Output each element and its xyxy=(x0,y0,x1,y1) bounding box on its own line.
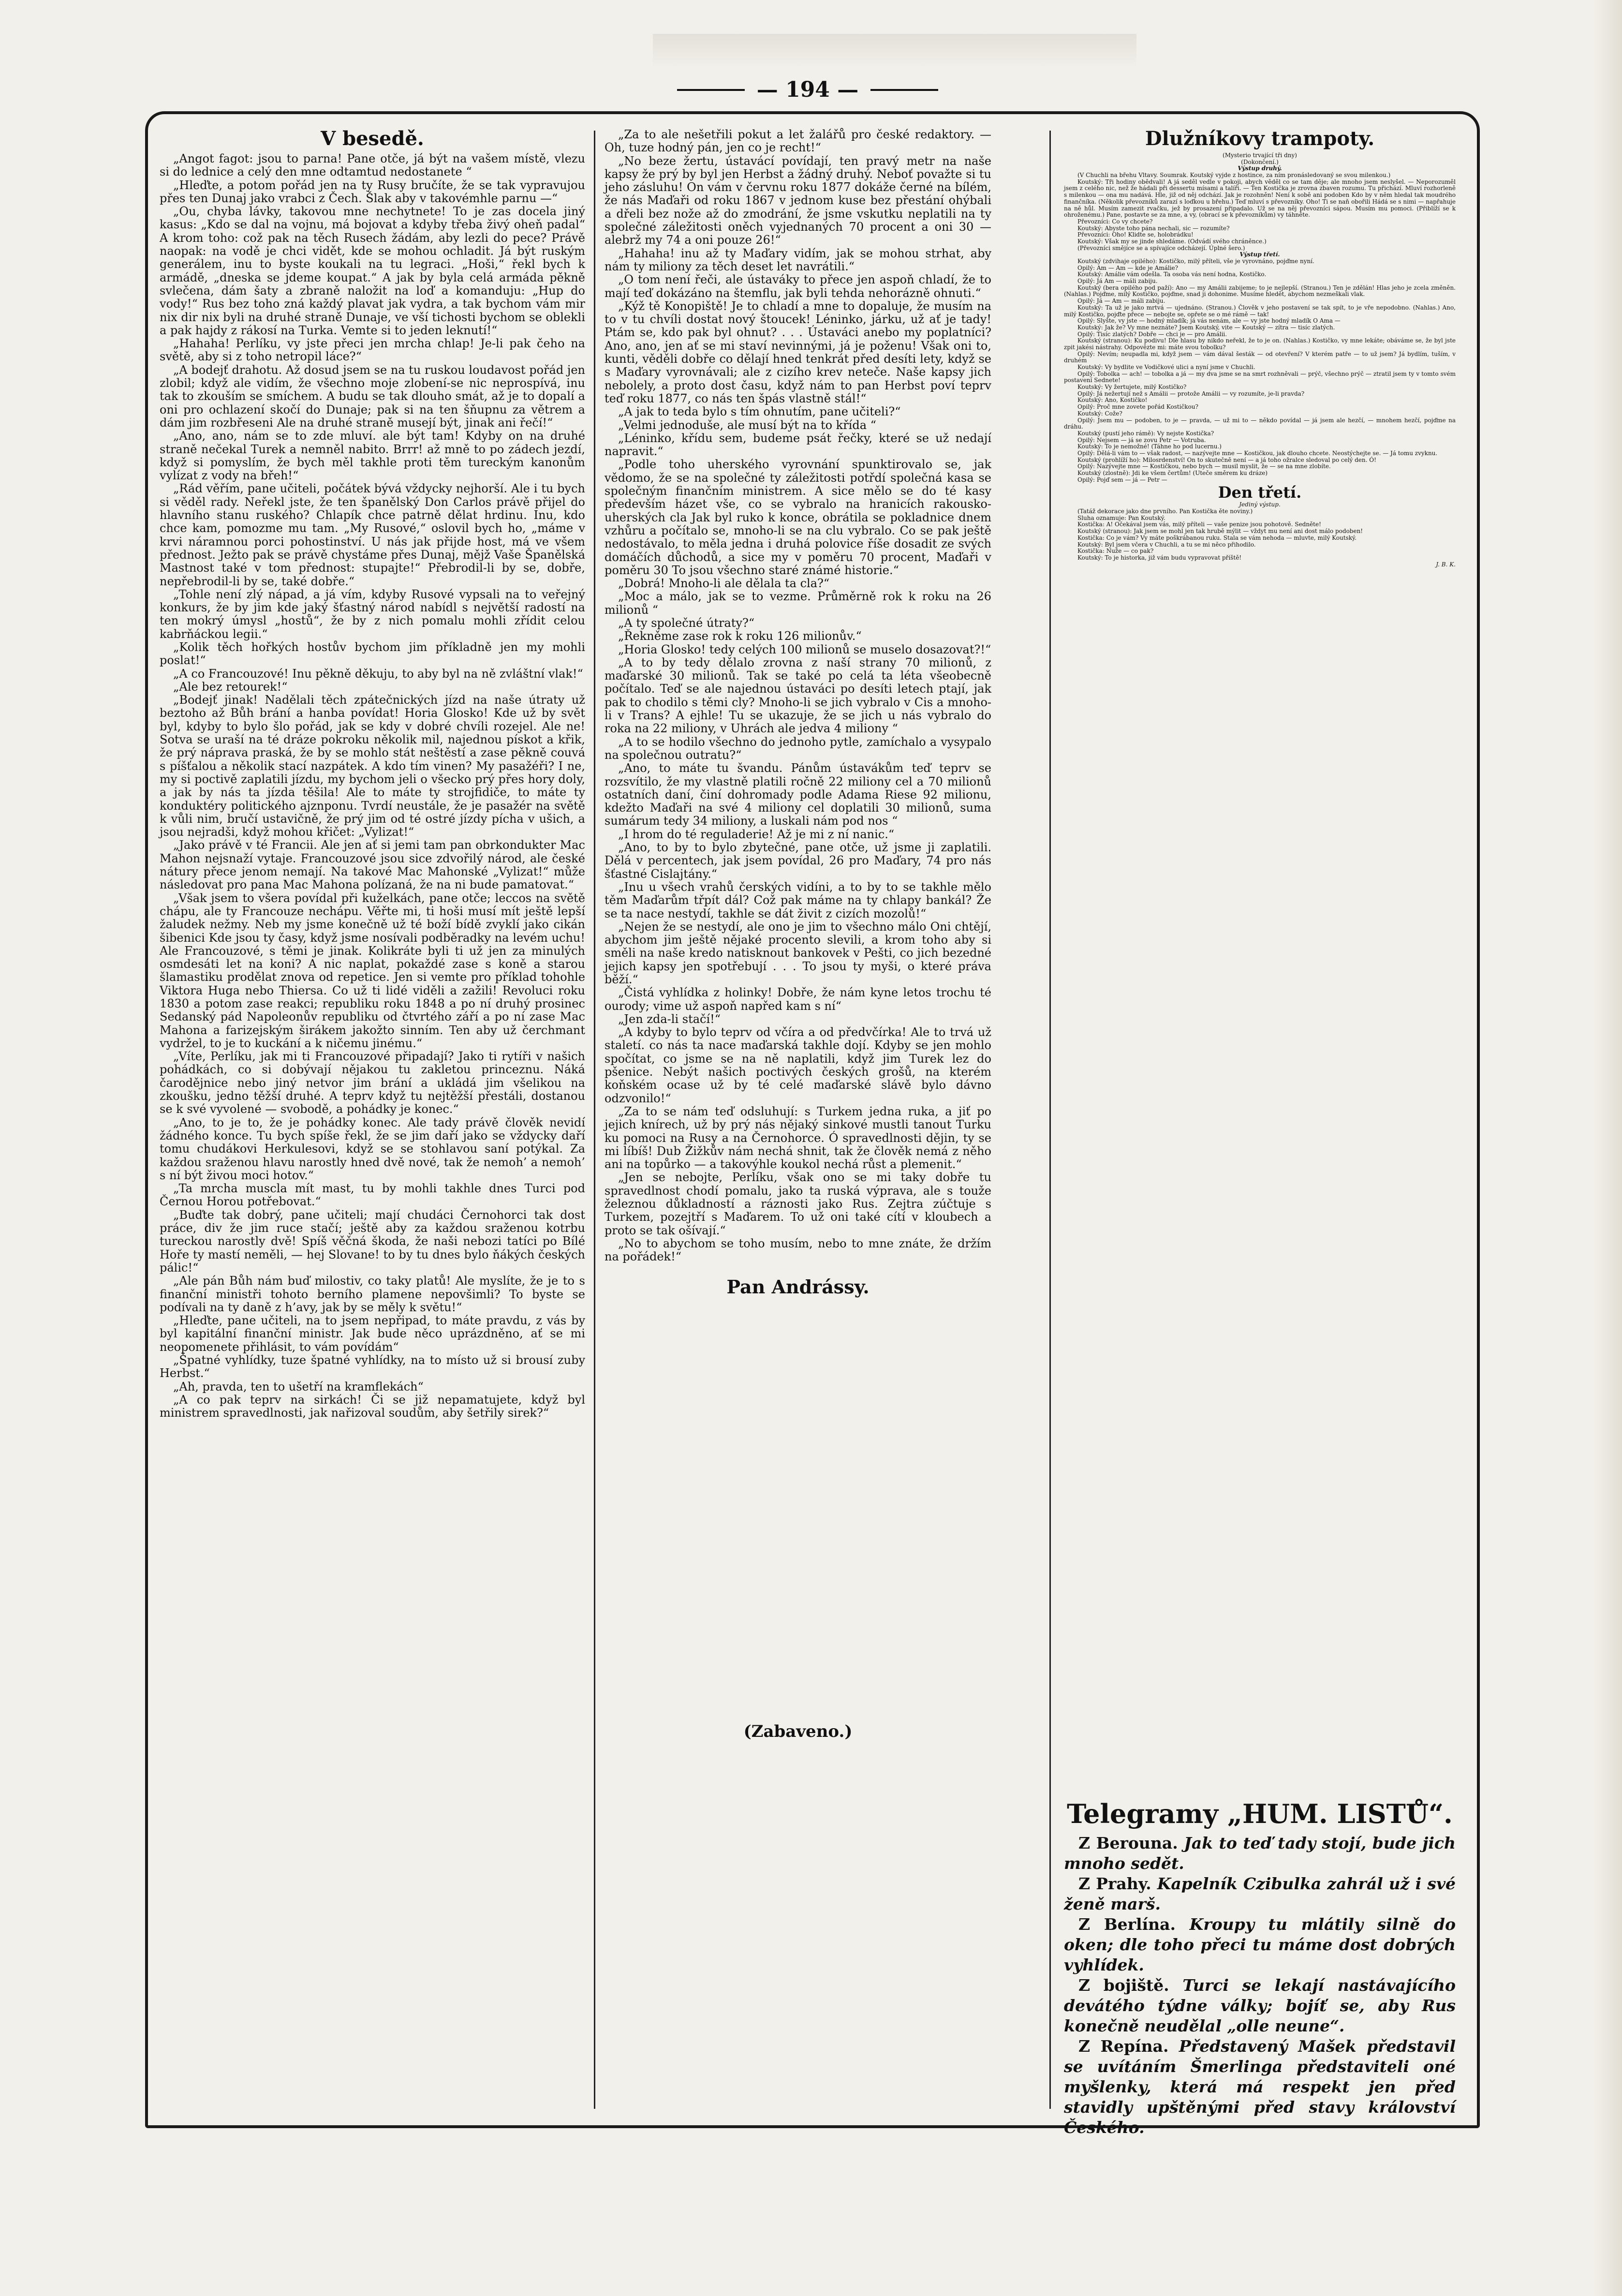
telegram-item xyxy=(1064,1914,1456,1975)
page-number: — 194 — xyxy=(754,77,861,102)
paragraph: „Ta mrcha muscla mít mast, tu by mohli takhle dnes Turci pod Černou Horou potřebovat.“ xyxy=(160,1182,585,1209)
paragraph: „Za to ale nešetřili pokut a let žalářů pro české redaktory. — Oh, tuze hodný pán, jen co je recht!“ xyxy=(605,128,991,155)
telegram-text: Kapelník Czibulka zahrál už i své ženě marš. xyxy=(1064,1874,1456,1913)
telegrams-title: Telegramy „HUM. LISTŮ“. xyxy=(1067,1798,1453,1829)
paragraph: „Ale bez retourek!“ xyxy=(173,680,288,694)
paragraph: „Tohle není zlý nápad, a já vím, kdyby Rusové vypsali na to veřejný konkurs, že by jim kde jaký šťastný národ nabídl s největší radostí na ten mokrý úmysl „hostů“, že by z nich pomalu mohli zřídit celou kabrňáckou legii.“ xyxy=(160,587,585,641)
paragraph: „Ano, to by to bylo zbytečné, pane otče, už jsme ji zaplatili. Dělá v percentech, jak jsem povídal, 26 pro Maďary, 74 pro nás šťastné Cislajtány.“ xyxy=(605,841,991,881)
scene-heading: Výstup druhý. xyxy=(1238,165,1282,172)
paragraph: „A co Francouzové! Inu pěkně děkuju, to aby byl na ně zvláštní vlak!“ xyxy=(173,667,583,681)
paragraph: Opilý: Tobolka — ach! — tobolka a já — my dva jsme se na smrt rozhněvali — prýč, všechno prýč — ztratil jsem ty v tomto svém postavení Sednete! xyxy=(1064,370,1456,384)
act-heading: Den třetí. xyxy=(1218,483,1302,502)
paragraph: Opilý: Nevím; neupadla mi, když jsem — vám dával šesták — od otevření? V kterém patře — to už jsem? Já bydlím, tuším, v druhém xyxy=(1064,350,1456,364)
paragraph: Opilý: Slyšte, vy jste — hodný mladík; já vás nenám, ale — vy jste hodný mladík O Ama — xyxy=(1077,317,1341,325)
paragraph: Koutský (zlostně): Jdi ke všem čertům! (Uteče směrem ku dráze) xyxy=(1077,470,1268,476)
paragraph: Koutský: Tři hodiny obědvali! A já seděl vedle v pokoji, abych věděl co se tam děje; ale mnoho jsem neslyšel. — Neporozuměl jsem z celého nic, než že hádali při dessertu mísami a talíři. — Ten Kostička je zrovna zbaven rozumu. Tu přichází. Mluví rozhorleně s milenkou — ona mu nadává. Hle, již od něj odchází. Jak je rozohněn! Není k sobě ani podoben Kdo by v něm hledal tak moudrého finančníka. (Několik převozníků zarazí s loďkou u břehu.) Teď mluví s převozníky. Oho! Ti se naň obořili Hádá se s nimi — napřahuje na ně hůl. Musím zamezit rvačku, jež by prosazení připadalo. Už se na něj převozníci sápou. Musím mu pomoci. (Přiblíží se k ohroženému.) Pane, postavte se za mne, a vy, (obrací se k převozníkům) vy táhněte. xyxy=(1064,178,1456,219)
paragraph: Koutský: Abyste toho pána nechali, sic — rozumíte? xyxy=(1077,224,1230,232)
paragraph: „A kdyby to bylo teprv od včíra a od předvčírka! Ale to trvá už staletí. co nás ta nace maďarská takhle dojí. Kdyby se jen mohlo spočítat, co jsme se na ně naplatili, když jim Turek lez do pšenice. Nebýt našich poctivých českých grošů, na kterém koňském ocase už by té celé maďarské slávě bylo dávno odzvonilo!“ xyxy=(605,1025,991,1105)
paragraph: Opilý: Dělá-li vám to — však radost, — nazývejte mne — Kostičkou, jak dlouho chcete. Neostýchejte se. — Já tomu zvyknu. xyxy=(1077,449,1438,457)
paragraph: „A co pak teprv na sirkách! Či se již nepamatujete, když byl ministrem spravedlnosti, jak nařizoval soudům, aby šetřily sirek?“ xyxy=(160,1392,585,1420)
paragraph: Koutský (zdvihaje opilého): Kostičko, milý příteli, vše je vyrovnáno, pojďme nyní. xyxy=(1077,258,1314,265)
paragraph: Opilý: Proč mne zovete pořád Kostičkou? xyxy=(1077,403,1198,411)
column-divider xyxy=(594,131,595,2109)
paragraph: „Ano, to máte tu švandu. Pánům ústavákům teď teprv se rozsvítilo, že my vlastně platili ročně 22 miliony cel a 70 milionů ostatních daní, činí dohromady podle Adama Riese 92 milionu, kdežto Maďaři na své 4 miliony cel doplatili 30 milionů, suma sumárum tedy 34 miliony, a luskali nám pod nos “ xyxy=(605,761,991,828)
article-subtitle: (Mysterio trvající tři dny) xyxy=(1223,152,1297,159)
paragraph: „Jako právě v té Francii. Ale jen ať si jemi tam pan obrkondukter Mac Mahon nejsnaží vytaje. Francouzové jsou sice zdvořilý národ, ale české nátury přece jenom nemají. Na takové Mac Mahonské „Vylizat!“ může následovat pro pana Mac Mahona polízaná, že na ni bude pamatovat.“ xyxy=(160,838,585,892)
article-v-besede xyxy=(160,128,585,2116)
paragraph: „Špatné vyhlídky, tuze špatné vyhlídky, na to místo už si brousí zuby Herbst.“ xyxy=(160,1353,585,1380)
telegram-place: Z Berouna. xyxy=(1078,1834,1178,1852)
paragraph: „Kýž tě Konopiště! Je to chladí a mne to dopaluje, že musím na to v tu chvíli dostat nový štoucek! Léninko, járku, už ať je tady! Ptám se, kdo pak byl ohnut? . . . Ústaváci anebo my poplatníci? Ano, ano, jen ať se mi staví nevinnými, já je poženu! Však oni to, kunti, věděli dobře co dělají hned tenkrát před desíti lety, když se s Maďary vyrovnávali; ale z cizího krev neteče. Naše kapsy jich nebolely, a proto dost času, když nám to pan Herbst poví teprv teď roku 1877, co nás ten špás vlastně stál!“ xyxy=(605,299,991,405)
telegram-item xyxy=(1064,1874,1456,1914)
paragraph: Koutský: Však my se jinde shledáme. (Odvádí svého chráněnce.) xyxy=(1077,237,1267,245)
paragraph: „Dobrá! Mnoho-li ale dělala ta cla?“ xyxy=(618,577,830,591)
paragraph: „Nejen že se nestydí, ale ono je jim to všechno málo Oni chtějí, abychom jim ještě nějaké procento slevili, a krom toho aby si směli na naše kredo natisknout bankovek v Pešti, co jich bezedné jejich kapsy jen spotřebují . . . To jsou ty myši, o které práva běží.“ xyxy=(605,919,991,986)
paragraph: „Moc a málo, jak se to vezme. Průměrně rok k roku na 26 milionů “ xyxy=(605,590,991,617)
paragraph: „Víte, Perlíku, jak mi ti Francouzové připadají? Jako ti rytíři v našich pohádkách, co si dobývají nějakou tu zakletou princeznu. Náká čarodějnice nebo jiný netvor jim brání a ukládá jim všelikou na zkoušku, jedno těžší druhé. A teprv když tu nejtěžší přestáli, dostanou se k své vyvolené — svobodě, a pohádky je konec.“ xyxy=(160,1050,585,1116)
telegram-place: Z bojiště. xyxy=(1078,1976,1169,1995)
paragraph: „Ano, to je to, že je pohádky konec. Ale tady právě člověk nevidí žádného konce. Tu bych spíše řekl, že se jim daří jako se vždycky daří tomu chudákovi Herkulesovi, když se se stohlavou saní potýkal. Za každou sraženou hlavu narostly hned dvě nové, tak že nemoh’ a nemoh’ s ní být živou moci hotov.“ xyxy=(160,1115,585,1182)
paragraph: „Kolik těch hořkých hostův bychom jim příkladně jen my mohli poslat!“ xyxy=(160,640,585,667)
paragraph: Převozníci: Co vy chcete? xyxy=(1077,218,1153,225)
article-signature: J. B. K. xyxy=(1436,561,1456,568)
paragraph: „A ty společné útraty?“ xyxy=(618,616,755,630)
telegram-place: Z Berlína. xyxy=(1078,1915,1176,1934)
scene-text xyxy=(1064,508,1456,562)
paragraph: „I hrom do té reguladerie! Až je mi z ní nanic.“ xyxy=(618,827,895,841)
article-subtitle: (Dokončení.) xyxy=(1241,158,1279,165)
scene-heading: Jediný výstup. xyxy=(1239,501,1281,508)
paragraph: „A jak to teda bylo s tím ohnutím, pane učiteli?“ xyxy=(618,405,901,419)
paragraph: „A to by tedy dělalo zrovna z naší strany 70 milionů, z maďarské 30 milionů. Tak se také po celá ta léta všeobecně počítalo. Teď se ale najednou ústaváci po desíti letech ptají, jak pak to chodilo s těmi cly? Mnoho-li se jich vybralo v Cis a mnoho-li v Trans? A ejhle! Tu se ukazuje, že se jich u nás vybralo do roka na 22 miliony, v Uhrách ale jedva 4 miliony “ xyxy=(605,655,991,736)
paragraph: Koutský: Jak že? Vy mne neznáte? Jsem Koutský, vite — Koutský — zítra — tisíc zlatých. xyxy=(1077,324,1335,331)
paragraph: „Ano, ano, nám se to zde mluví. ale být tam! Kdyby on na druhé straně nečekal Turek a nemněl nabito. Brrr! až mně to po zádech jezdí, když si pomyslím, že bych měl takhle proti těm tureckým kanonům vylízat z vody na břeh!“ xyxy=(160,429,585,483)
paragraph: Koutský: Byl jsem včera v Chuchli, a tu se mi něco přihodilo. xyxy=(1077,541,1256,548)
paragraph: „No to abychom se toho musím, nebo to mne znáte, že držím na pořádek!“ xyxy=(605,1236,991,1264)
paragraph: Koutský (stranou): Ku podivu! Dle hlasu by nikdo neřekl, že to je on. (Nahlas.) Kostičko, vy mne lekáte; obáváme se, že byl jste zpit jakési nástrahy. Odpovězte mi: máte svou tobolku? xyxy=(1064,337,1456,351)
article-title: V besedě. xyxy=(321,127,424,150)
paragraph: „Však jsem to všera povídal při kuželkách, pane otče; leccos na světě chápu, ale ty Francouze nechápu. Věřte mi, ti hoši musí mít ještě lepší žaludek nežmy. Neb my jsme konečně už té boží bídě zvyklí jako cikán šibenici Kde jsou ty časy, když jsme nosívali podběradky na levém uchu! Ale Francouzové, s těmi je jinak. Kolikráte byli ti už jen za minulých osmdesáti let na koni? A nic naplat, pokaždé zase s koně a starou šlamastiku prodělat znova od repetice. Jen si vemte pro příklad tohohle Viktora Huga nebo Thiersa. Co už ti lidé viděli a zažili! Revoluci roku 1830 a potom zase reakci; republiku roku 1848 a po ní druhý prosinec Sedanský pád Napoleonův republiku od čtvrtého září a po ní zase Mac Mahona a farizejským širákem jakožto sinním. Ten aby už čerchmant vydržel, to je to kuckání a k ničemu jinému.“ xyxy=(160,891,585,1050)
telegram-item xyxy=(1064,2036,1456,2138)
telegram-item xyxy=(1064,1833,1456,1874)
article-body xyxy=(605,128,991,1264)
paragraph: „Angot fagot: jsou to parna! Pane otče, já být na vašem místě, vlezu si do lednice a celý den mne odtamtud nedostanete “ xyxy=(160,152,585,179)
paragraph: Koutský: Ta už je jako mrtvá — ujednáno. (Stranou.) Člověk v jeho postavení se tak spít, to je vře nepodobno. (Nahlas.) Ano, milý Kostičko, pojďte přece — nebojte se, opřete se o mé rámě — tak! xyxy=(1064,304,1456,318)
binding-edge xyxy=(1593,0,1622,2296)
paragraph: „A to se hodilo všechno do jednoho pytle, zamíchalo a vysypalo na společnou outratu?“ xyxy=(605,735,991,762)
paragraph: Koutský (pustí jeho rámě): Vy nejste Kostička? xyxy=(1077,430,1214,437)
telegram-text: Kroupy tu mlátily silně do oken; dle toho přeci tu máme dost dobrých vyhlídek. xyxy=(1064,1915,1456,1974)
paragraph: Kostička: Nuže — co pak? xyxy=(1077,548,1154,555)
paragraph: Opilý: Já — Am — máli zabiju. xyxy=(1077,297,1165,305)
paragraph: Opilý: Jsem mu — podoben, to je — pravda, — už mi to — někdo povídal — já jsem ale hezčí, — mnohem hezčí, pojďme na dráhu. xyxy=(1064,416,1456,430)
paragraph: „Ah, pravda, ten to ušetří na kramflekách“ xyxy=(173,1379,424,1393)
telegram-place: Z Prahy. xyxy=(1078,1874,1151,1893)
paragraph: „Buďte tak dobrý, pane učiteli; mají chudáci Černohorci tak dost práce, div že jim ruce stačí; ještě aby za každou sraženou kotrbu tureckou narostly dvě! Spíš věčná škoda, že naši nebozi tatíci po Bílé Hoře ty mastí neměli, — hej Slovane! to by tu dnes bylo ňákých českých pálic!“ xyxy=(160,1208,585,1274)
telegram-list xyxy=(1064,1833,1456,2138)
scene-heading: Výstup třetí. xyxy=(1239,251,1280,258)
paragraph: „Hleďte, a potom pořád jen na ty Rusy bručíte, že se tak vypravujou přes ten Dunaj jako vrabci z Čech. Šlak aby v takovémhle parnu —“ xyxy=(160,178,585,205)
paragraph: Koutský: Vy bydlite ve Vodičkové ulici a nyní jsme v Chuchli. xyxy=(1077,364,1255,370)
telegram-text: Představený Mašek představil se uvítáním Šmerlinga představiteli oné myšlenky, která má respekt jen před stavidly upštěnými před stavy království Českého. xyxy=(1064,2037,1456,2137)
paragraph: Opilý: Nejsem — já se zovu Petr — Votruba. xyxy=(1077,436,1206,444)
paragraph: „Bodejť jinak! Nadělali těch zpátečnických jízd na naše útraty už beztoho až Bůh brání a hanba povídat! Horia Glosko! Kde už by svět byl, kdyby to bylo šlo pořád, jak se kdy v dobré chvíli rozejel. Ale ne! Sotva se uraší na té dráze pokroku několik mil, najednou pískot a křik, že prý náprava praská, že by se mohlo stát neštěstí a zase pěkně couvá s píšťalou a několik stací nazpátek. A kdo tím vinen? My pasažéři? I ne, my si poctivě zaplatili jízdu, my bychom jeli o všecko prý přes hory doly, a jak by nás ta jízda těšila! Ale to máte ty strojfidiče, to máte ty konduktéry politického ajznponu. Tvrdí neustále, že je pasažér na světě k vůli nim, bručí ustavičně, že prý jim od té ostré jízdy pícha v ušich, a jsou nejradši, když mohou křičet: „Vylizat!“ xyxy=(160,693,585,839)
paragraph: „Léninko, křídu sem, budeme psát řečky, které se už nedají napravit.“ xyxy=(605,431,991,459)
paragraph: „Hahaha! Perlíku, vy jste přeci jen mrcha chlap! Je-li pak čeho na světě, aby si z toho netropil láce?“ xyxy=(160,337,585,364)
paragraph: „Za to se nám teď odsluhují: s Turkem jedna ruka, a jiť po jejich knírech, už by prý nás nějaký sinkové mustli tanout Turku ku pomoci na Rusy a na Černohorce. Ó spravedlnosti dějin, ty se mi líbíš! Dub Žižkův nám nechá shnit, tak že člověk nemá z něho ani na topůrko — a takovýhle koukol nechá růst a plemenit.“ xyxy=(605,1104,991,1171)
paragraph: Koutský: Cože? xyxy=(1077,410,1122,417)
paragraph: „Čistá vyhlídka z holinky! Dobře, že nám kyne letos trochu té ourody; vime už aspoň napřed kam s ní“ xyxy=(605,986,991,1013)
paragraph: „Podle toho uherského vyrovnání spunktirovalo se, jak vědomo, že se na společné ty záležitosti potřdí společná kasa se společným finančním ministrem. A sice mělo se do té kasy především házet vše, co se vybralo na hranicích rakousko-uherských cla Jak byl ruko k konce, obrátila se pokladnice dnem vzhůru a počítalo se, mnoho-li se na clu vybralo. Co se pak ještě nedostávalo, to měla jedna i druhá polovice říše dosadit ze svých domáčích důchodů, a sice my v poměru 70 procent, Maďaři v poměru 30 To jsou všechno staré známé historie.“ xyxy=(605,458,991,577)
paragraph: „Rád věřím, pane učiteli, počátek bývá vždycky nejhorší. Ale i tu bych si věděl rady. Neřekl jste, že ten španělský Don Carlos právě přijel do hlavního stanu ruského? Chlapík chce patrně dělat hrdinu. Inu, kdo chce kam, pomozme mu tam. „My Rusové,“ oslovil bych ho, „máme v krvi náramnou porci pohostinství. U nás jak přijde host, má ve všem přednost. Ježto pak se právě chystáme přes Dunaj, mějž Vaše Španělská Mastnost také v tom přednost: stupajte!“ Přebrodil-li by se, dobře, nepřebrodil-li by se, také dobře.“ xyxy=(160,482,585,588)
paragraph: (Tatáž dekorace jako dne prvního. Pan Kostička ěte noviny.) xyxy=(1077,508,1253,515)
paragraph: Koutský: Vy žertujete, milý Kostičko? xyxy=(1077,384,1187,391)
telegram-text: Jak to teď tady stojí, bude jich mnoho sedět. xyxy=(1064,1834,1456,1873)
article-body xyxy=(160,152,585,1420)
paragraph: (V Chuchli na břehu Vltavy. Soumrak. Koutský vyjde z hostince, za ním pronásledovaný se svou milenkou.) xyxy=(1077,172,1391,179)
paragraph: Koutský: To je nemožné! (Táhne ho pod lucernu.) xyxy=(1077,443,1222,450)
paragraph: „Hahaha! inu až ty Maďary vidím, jak se mohou strhat, aby nám ty miliony za těch deset let navrátili.“ xyxy=(605,246,991,273)
paragraph: „Hleďte, pane učiteli, na to jsem nepřipad, to máte pravdu, z vás by byl kapitální finanční ministr. Jak bude něco uprázdněno, ať se mi neopomenete přihlásit, to vám povídám“ xyxy=(160,1314,585,1354)
paragraph: Převozníci: Oho! Klidte se, holobrádku! xyxy=(1077,231,1194,238)
paragraph: Opilý: Já Am — máli zabiju. xyxy=(1077,278,1158,285)
paragraph: „O tom není řeči, ale ústaváky to přece jen aspoň chladí, že to mají teď dokázáno na štemflu, jak byli tehda nehorázně ohnuti.“ xyxy=(605,273,991,300)
scene-text xyxy=(1064,258,1456,483)
paragraph: „Řekněme zase rok k roku 126 milionův.“ xyxy=(618,629,862,643)
paragraph: Koutský (prohlíží ho): Milosrdenství! On to skutečně není — a já toho ožralce sledoval po celý den. Ó! xyxy=(1077,456,1376,463)
telegram-item xyxy=(1064,1975,1456,2036)
paragraph: „Jen zda-li stačí!“ xyxy=(618,1012,721,1026)
paragraph: (Převozníci smějíce se a spívajíce odcházejí. Úplné šero.) xyxy=(1077,244,1245,252)
paragraph: Opilý: Já nežertují než s Amálii — protože Amálii — vy rozumíte, je-li pravda? xyxy=(1077,390,1305,397)
telegram-text: Turci se lekají nastávajícího devátého týdne války; bojíť se, aby Rus konečně neudělal „olle neune“. xyxy=(1064,1976,1456,2035)
paragraph: Kostička: Co je vám? Vy máte poškrábanou ruku. Stala se vám nehoda — mluvte, milý Koutský. xyxy=(1077,534,1357,541)
paragraph: Sluha oznamuje: Pan Koutský. xyxy=(1077,514,1165,521)
paragraph: „Horia Glosko! tedy celých 100 milionů se muselo dosazovat?!“ xyxy=(618,642,991,656)
paragraph: Opilý: Pojď sem — já — Petr — xyxy=(1077,476,1167,483)
paragraph: „Ale pán Bůh nám buď milostiv, co taky platů! Ale myslíte, že je to s finanční ministři tohoto berního plamene nepovšimli? To byste se podívali na ty daně z h’avy, jak by se měly k světu!“ xyxy=(160,1274,585,1314)
paragraph: Opilý: Tisíc zlatých? Dobře — chci je — pro Amálii. xyxy=(1077,330,1227,338)
paragraph: Koutský: Amálie vám odešla. Ta osoba vás není hodna, Kostičko. xyxy=(1077,271,1267,278)
censored-note: (Zabaveno.) xyxy=(743,1722,853,1741)
paragraph: „Ou, chyba lávky, takovou mne nechytnete! To je zas docela jiný kasus: „Kdo se dal na vojnu, má bojovat a kdyby třeba živý oheň padal“ A krom toho: což pak na těch Rusech žádám, aby lezli do pece? Právě naopak: na vodě je chci vidět, kde se mohou ochladit. Já být ruským generálem, inu to byste koukali na tu legraci. „Hoši,“ řekl bych k armádě, „dneska se jdeme koupat.“ A jak by byla celá armáda pěkně svlečena, dám šaty a zbraně naložit na loď a komanduju: „Hup do vody!“ Rus bez toho zná každý plavat jak vydra, a tak bychom vám mir nix dir nix byli na druhé straně Dunaje, ve vší tichosti bychom se oblekli a pak hajdy z rákosí na Turka. Vemte si to jeden leknutí!“ xyxy=(160,205,585,337)
paragraph: Koutský: To je historka, již vám budu vypravovat příště! xyxy=(1077,554,1242,561)
article-title: Dlužníkovy trampoty. xyxy=(1145,127,1375,150)
article-continuation xyxy=(605,128,991,1652)
paragraph: „A bodejť drahotu. Až dosud jsem se na tu ruskou loudavost pořád jen zlobil; když ale vidím, že všechno moje zlobení-se nic neprospívá, inu tak to zkouším se smíchem. A budu se tak dlouho smát, až je to dopalí a oni pro ochlazení skočí do Dunaje; pak si na ten šňupnu za větrem a dám jim rozbřeseni Ale na druhé straně musejí být, jinak ani řečí!“ xyxy=(160,363,585,430)
telegram-place: Z Repína. xyxy=(1078,2037,1169,2056)
paragraph: „Jen se nebojte, Perlíku, však ono se mi taky dobře tu spravedlnost chodí pomalu, jako ta ruská výprava, ale s touže železnou důkladností a ráznosti jako Rus. Zejtra zúčtuje s Turkem, pozejtří s Maďarem. To už oni také cítí v kloubech a proto se tak ošívají.“ xyxy=(605,1170,991,1237)
scene-text xyxy=(1064,172,1456,252)
paragraph: Koutský (bera opilého pod paží): Ano — my Amálii zabijeme; to je nejlepší. (Stranou.) Ten je zdělán! Hlas jeho je zcela změněn. (Nahlas.) Pojďme, milý Kostičko, pojďme, snad ji dohonime. Musíme hledět, abychom nezmeškali vlak. xyxy=(1064,284,1456,298)
paragraph: Opilý: Nazývejte mne — Kostičkou, nebo bych — musil myslit, že — se na mne zlobíte. xyxy=(1077,463,1331,470)
paragraph: „Velmi jednoduše, ale musí být na to křída “ xyxy=(618,418,876,432)
paragraph: „No beze žertu, ústavácí povídají, ten pravý metr na naše kapsy že prý by byl jen Herbst a žádný druhý. Neboť považte si tu jeho zásluhu! On vám v červnu roku 1877 dokáže černé na bílém, že nás Maďaři od roku 1867 v jednom kuse bez přestání ohýbali a dřeli bez nože až do zmodrání, že jsme vskutku neplatili na ty společné záležitosti oněch vyjednaných 70 procent a oni 30 — alebrž my 74 a oni pouze 26!“ xyxy=(605,154,991,247)
print-smudge xyxy=(653,34,1136,68)
article-dluznikovy-trampoty xyxy=(1064,128,1456,2039)
article-signature: Pan Andrássy. xyxy=(726,1275,870,1298)
paragraph: Kostička: A! Očekával jsem vás, milý příteli — vaše penize jsou pohotově. Sedněte! xyxy=(1077,521,1321,528)
paragraph: Koutský: Ano, Kostičko! xyxy=(1077,397,1148,404)
paragraph: „Inu u všech vrahů čerských vidíni, a to by to se takhle mělo těm Maďarům třpít dál? Což pak máme na ty chlapy bankál? Že se ta nace nestydí, takhle se dát živit z cizích mozolů!“ xyxy=(605,880,991,920)
column-divider xyxy=(1049,131,1051,2109)
paragraph: Opilý: Am — Am — kde je Amálie? xyxy=(1077,264,1179,271)
telegrams-section xyxy=(1064,1799,1456,2138)
paragraph: Koutský (stranou): Jak jsem se mohl jen tak hrubě mýlit — vždyt mu není ani dost málo podoben! xyxy=(1077,528,1363,535)
